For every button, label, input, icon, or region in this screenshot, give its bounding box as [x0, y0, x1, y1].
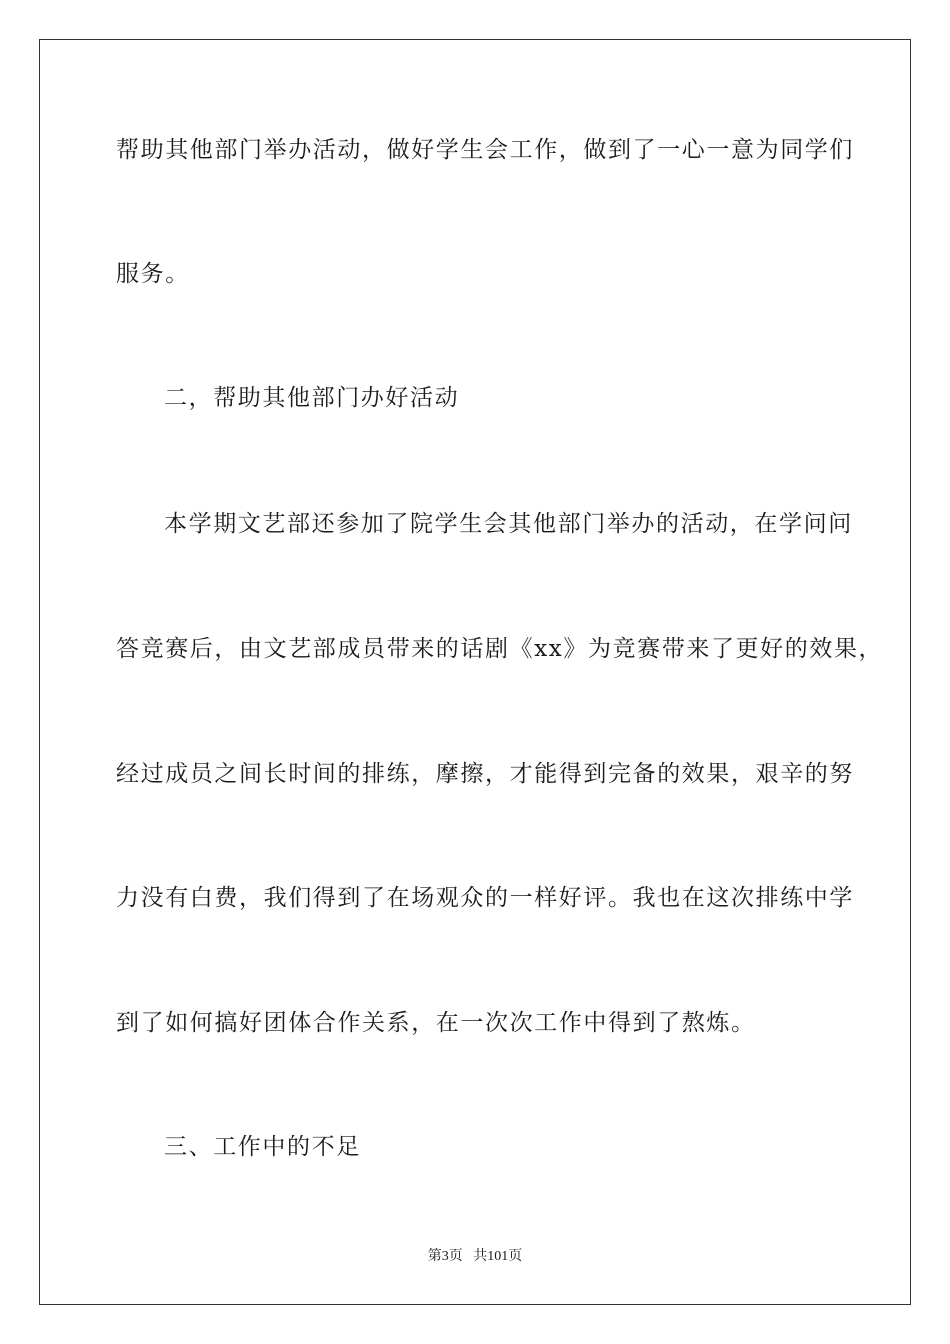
- body-line: 本学期文艺部还参加了院学生会其他部门举办的活动，在学问问: [164, 511, 853, 537]
- page-border: [39, 39, 911, 1305]
- body-line: 到了如何搞好团体合作关系，在一次次工作中得到了熬炼。: [116, 1010, 756, 1036]
- page-number: 第3页: [427, 1249, 463, 1264]
- page-footer: [0, 1248, 950, 1266]
- body-line: 帮助其他部门举办活动，做好学生会工作，做到了一心一意为同学们: [116, 137, 854, 163]
- body-line: 服务。: [116, 261, 190, 287]
- body-line: 力没有白费，我们得到了在场观众的一样好评。我也在这次排练中学: [116, 885, 854, 911]
- body-line: 经过成员之间长时间的排练，摩擦，才能得到完备的效果，艰辛的努: [116, 761, 854, 787]
- body-line: 答竞赛后，由文艺部成员带来的话剧《xx》为竞赛带来了更好的效果，: [116, 636, 884, 662]
- section-heading: 三、工作中的不足: [164, 1134, 361, 1160]
- section-heading: 二，帮助其他部门办好活动: [164, 385, 460, 411]
- page-total: 共101页: [473, 1249, 523, 1264]
